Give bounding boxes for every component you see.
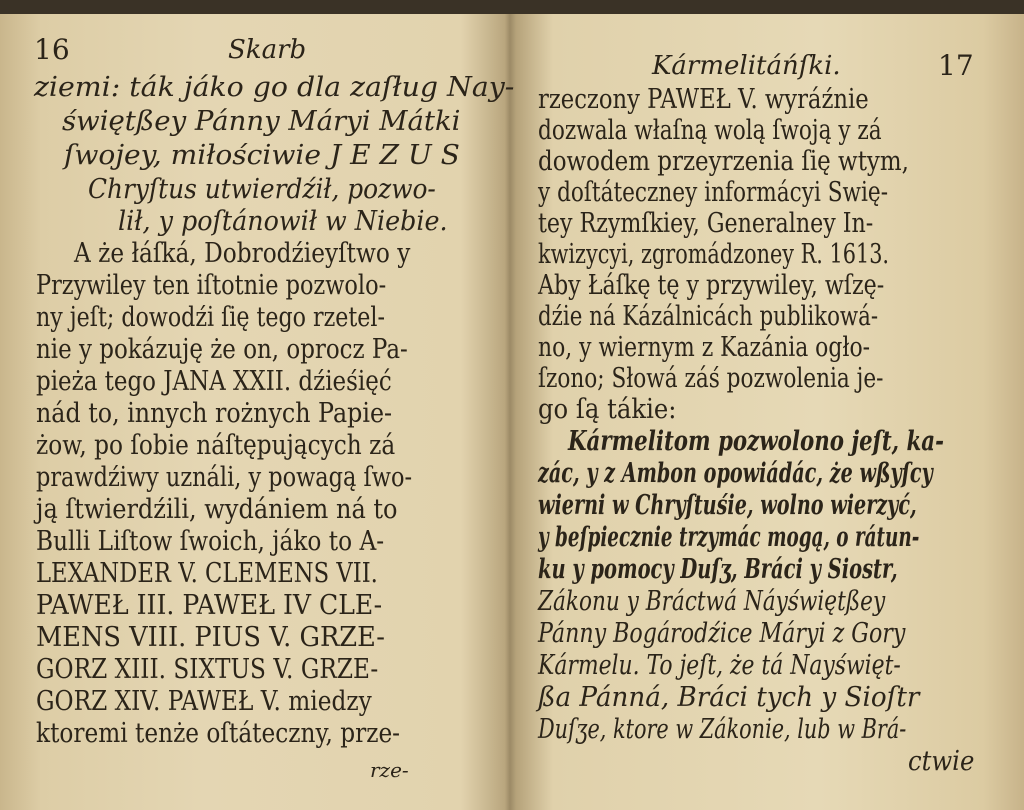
running-head-left: Skarb <box>228 35 307 65</box>
text-line: Chryſtus utwierdźił, pozwo- <box>88 174 436 205</box>
text-line: nie y pokázuję że on, oprocz Pa- <box>36 334 408 365</box>
running-head-right: Kármelitáńſki. <box>652 51 841 81</box>
left-page <box>0 14 515 810</box>
text-line: Pánny Bogárodźice Máryi z Gory <box>538 618 906 649</box>
text-line: A że łáſká, Dobrodźieyſtwo y <box>74 238 411 269</box>
text-line: ſzono; Słowá záś pozwolenia je- <box>538 363 884 394</box>
page-number-left: 16 <box>34 33 70 66</box>
text-line: Duſʒe, ktore w Zákonie, lub w Brá- <box>538 714 907 745</box>
text-line: Kármelu. To jeſt, że tá Nayświęt- <box>538 650 901 681</box>
text-line: Kármelitom pozwolono jeſt, ka- <box>568 426 944 457</box>
text-line: dozwala właſną wolą ſwoją y zá <box>538 115 882 146</box>
text-line: Bulli Liſtow ſwoich, jáko to A- <box>36 526 385 557</box>
text-line: LEXANDER V. CLEMENS VII. <box>36 558 378 589</box>
text-line: tey Rzymſkiey, Generalney In- <box>538 208 874 239</box>
text-line: dowodem przeyrzenia ſię wtym, <box>538 146 909 177</box>
text-line: ny jeſt; dowodźi ſię tego rzetel- <box>36 302 385 333</box>
text-line: go ſą tákie: <box>538 394 677 425</box>
text-line: nád to, innych rożnych Papie- <box>36 398 393 429</box>
text-line: świętßey Pánny Máryi Mátki <box>62 106 461 137</box>
text-line: y beſpiecznie trzymác mogą, o rátun- <box>538 522 920 553</box>
catchword: rze- <box>370 758 409 782</box>
text-line: kwizycyi, zgromádzoney R. 1613. <box>538 239 890 270</box>
text-line: ktoremi tenże oſtáteczny, prze- <box>36 718 401 749</box>
text-line: pieża tego JANA XXII. dźieśięć <box>36 366 392 397</box>
text-line: ku y pomocy Duſʒ, Bráci y Siostr, <box>538 554 898 585</box>
text-line: wierni w Chryſtuśie, wolno wierzyć, <box>538 490 917 521</box>
text-line: GORZ XIV. PAWEŁ V. miedzy <box>36 686 372 717</box>
page-number-right: 17 <box>938 49 974 82</box>
text-line: y doſtáteczney informácyi Swię- <box>538 177 889 208</box>
text-line: ctwie <box>908 746 975 777</box>
text-line: ziemi: ták jáko go dla zaſług Nay- <box>34 72 515 103</box>
text-line: ßa Pánná, Bráci tych y Sioſtr <box>538 682 920 713</box>
right-page <box>512 14 1024 810</box>
text-line: Aby Łáſkę tę y przywiley, wſzę- <box>538 270 885 301</box>
text-line: żow, po ſobie náſtępujących zá <box>36 430 396 461</box>
text-line: PAWEŁ III. PAWEŁ IV CLE- <box>36 590 383 621</box>
text-line: GORZ XIII. SIXTUS V. GRZE- <box>36 654 379 685</box>
text-line: ją ſtwierdźili, wydániem ná to <box>36 494 398 525</box>
text-line: no, y wiernym z Kazánia ogło- <box>538 332 871 363</box>
text-line: prawdźiwy uználi, y powagą ſwo- <box>36 462 413 493</box>
text-line: Zákonu y Bráctwá Náyświętßey <box>538 586 886 617</box>
text-line: ſwojey, miłościwie J E Z U S <box>64 140 460 171</box>
text-line: rzeczony PAWEŁ V. wyráźnie <box>538 84 869 115</box>
text-line: zác, y z Ambon opowiádác, że wßyſcy <box>538 458 933 489</box>
text-line: MENS VIII. PIUS V. GRZE- <box>36 622 385 653</box>
text-line: dźie ná Kázálnicách publikowá- <box>538 301 879 332</box>
text-line: lił, y poſtánowił w Niebie. <box>118 206 448 237</box>
text-line: Przywiley ten iſtotnie pozwolo- <box>36 270 387 301</box>
book-edge <box>0 0 1024 14</box>
